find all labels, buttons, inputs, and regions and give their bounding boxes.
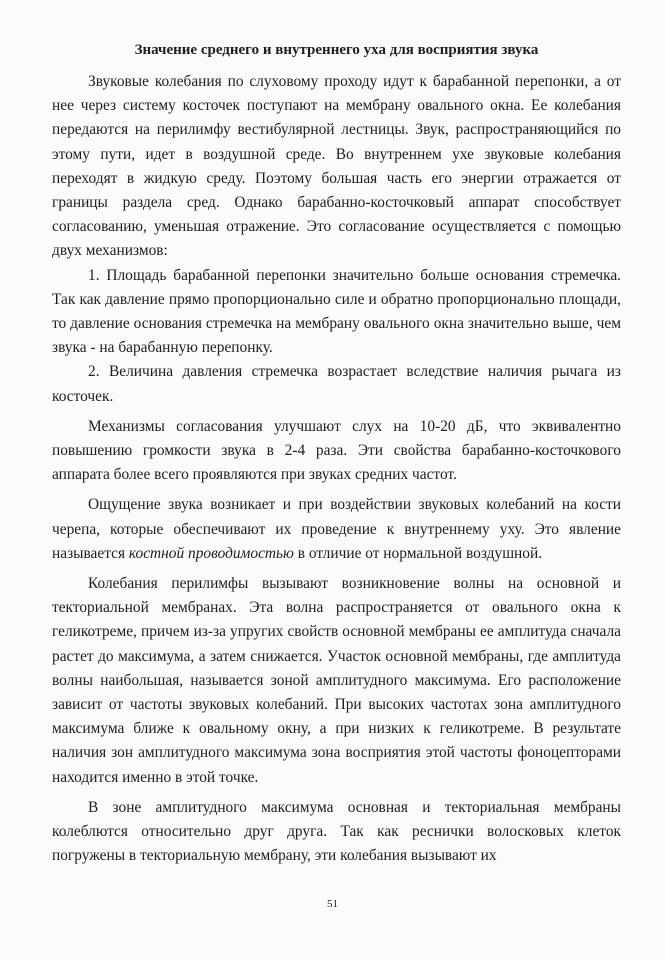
bone-text-before: Ощущение звука возникает и при воздействии звуковых колебаний на кости черепа, которые обеспечивают их проведение к внутреннему уху. Это явление называется bbox=[52, 496, 621, 562]
paragraph-mechanism-1: 1. Площадь барабанной перепонки значительно больше основания стремечка. Так как давление прямо пропорционально силе и обратно пропорционально площади, то давление основания стремечка на мембрану овального окна значительно выше, чем звука - на барабанную перепонку. bbox=[52, 266, 621, 357]
paragraph-mechanism-2: 2. Величина давления стремечка возрастает вследствие наличия рычага из косточек. bbox=[52, 363, 621, 405]
paragraph-perilymph: Колебания перилимфы вызывают возникновение волны на основной и текториальной мембранах. Эта волна распространяется от овального окна к геликотреме, причем из-за упругих свойств основной мембраны ее амплитуда сначала растет до максимума, а затем снижается. Участок основной мембраны, где амплитуда волны наибольшая, называется зоной амплитудного максимума. Его расположение зависит от частоты звуковых колебаний. При высоких частотах зона амплитудного максимума ближе к овальному окну, а при низких к геликотреме. В результате наличия зон амплитудного максимума зона восприятия этой частоты фоноцепторами находится именно в этой точке. bbox=[52, 575, 621, 786]
paragraph-intro: Звуковые колебания по слуховому проходу идут к барабанной перепонки, а от нее через систему косточек поступают на мембрану овального окна. Ее колебания передаются на перилимфу вестибулярной лестницы. Звук, распространяющийся по этому пути, идет в воздушной среде. Во внутреннем ухе звуковые колебания переходят в жидкую среду. Поэтому большая часть его энергии отражается от границы раздела сред. Однако барабанно-косточковый аппарат способствует согласованию, уменьшая отражение. Это согласование осуществляется с помощью двух механизмов: bbox=[52, 73, 621, 260]
paragraph-bone-conduction bbox=[52, 493, 621, 566]
bone-conduction-term: костной проводимостью bbox=[128, 544, 294, 562]
paragraph-matching: Механизмы согласования улучшают слух на 10-20 дБ, что эквивалентно повышению громкости звука в 2-4 раза. Эти свойства барабанно-косточкового аппарата более всего проявляются при звуках средних частот. bbox=[52, 417, 621, 484]
bone-text-after: в отличие от нормальной воздушной. bbox=[293, 544, 543, 562]
page-number: 51 bbox=[327, 898, 338, 910]
page-title: Значение среднего и внутреннего уха для восприятия звука bbox=[134, 42, 539, 58]
paragraph-amplitude-zone: В зоне амплитудного максимума основная и текториальная мембраны колеблются относительно друг друга. Так как реснички волосковых клеток погружены в текториальную мембрану, эти колебания вызывают их bbox=[52, 798, 621, 865]
